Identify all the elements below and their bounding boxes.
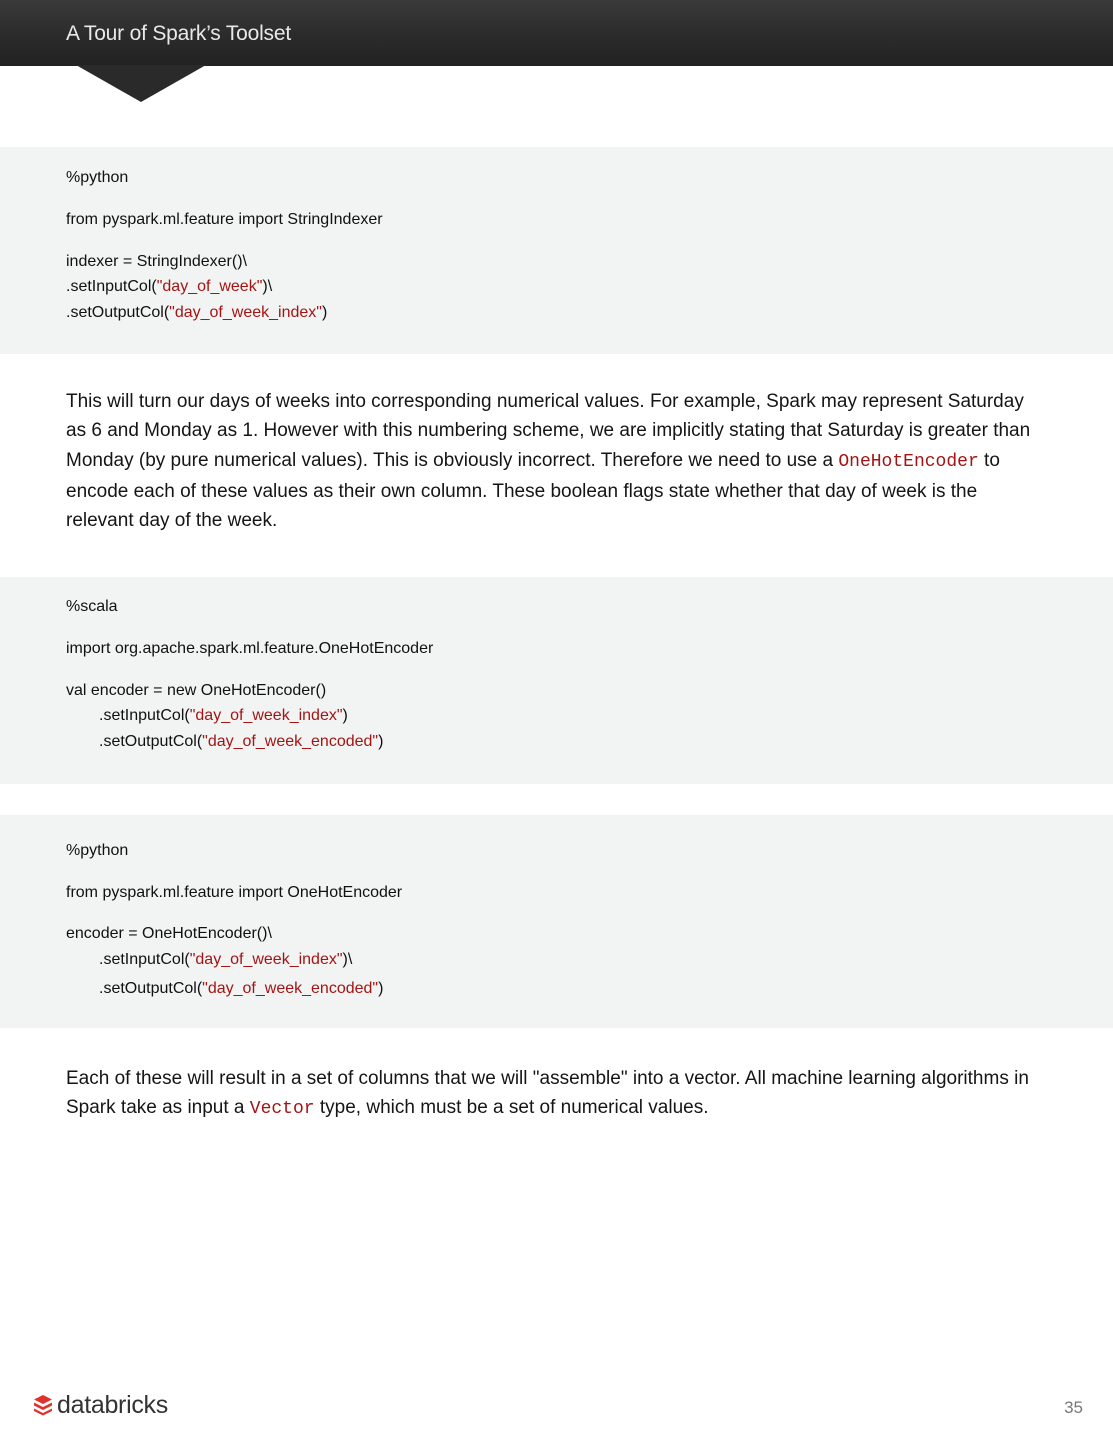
- code-line-1: val encoder = new OneHotEncoder(): [66, 682, 327, 699]
- code-text: .setInputCol(: [99, 951, 190, 968]
- code-line-3: [66, 303, 327, 323]
- inline-code-onehotencoder: OneHotEncoder: [838, 451, 979, 472]
- header-tab-decoration: [76, 65, 206, 102]
- code-import-line: import org.apache.spark.ml.feature.OneHotEncoder: [66, 640, 434, 657]
- code-line-3: [99, 979, 383, 999]
- code-lang-tag: %scala: [66, 598, 118, 615]
- chapter-title: A Tour of Spark’s Toolset: [66, 22, 291, 45]
- databricks-stack-icon: [33, 1394, 53, 1416]
- code-import-line: from pyspark.ml.feature import OneHotEncoder: [66, 884, 403, 901]
- code-text: .setInputCol(: [66, 278, 157, 295]
- code-string: "day_of_week_index": [169, 304, 322, 321]
- code-text: ): [342, 707, 348, 724]
- page-header-banner: [0, 0, 1113, 66]
- code-line-1: indexer = StringIndexer()\: [66, 253, 247, 270]
- code-text: .setOutputCol(: [66, 304, 170, 321]
- code-string: "day_of_week": [156, 278, 263, 295]
- code-text: )\: [262, 278, 273, 295]
- code-line-2: [99, 706, 348, 726]
- paragraph-text: to encode each of these values as their own column. These boolean flags state whether that day of week is the relevant day of the week.: [66, 449, 1000, 532]
- code-string: "day_of_week_index": [189, 707, 343, 724]
- code-text: ): [378, 980, 384, 997]
- code-text: ): [321, 304, 328, 321]
- code-text: ): [378, 733, 384, 750]
- code-text: )\: [342, 951, 353, 968]
- code-string: "day_of_week_encoded": [202, 733, 379, 750]
- code-line-3: [99, 732, 383, 752]
- code-text: .setInputCol(: [99, 707, 190, 724]
- inline-code-vector: Vector: [249, 1099, 315, 1120]
- paragraph-text: type, which must be a set of numerical values.: [314, 1097, 709, 1119]
- code-lang-tag: %python: [66, 842, 129, 859]
- body-paragraph-vector: [66, 1064, 1036, 1125]
- body-paragraph-onehot: [66, 387, 1036, 535]
- code-line-2: [99, 950, 352, 970]
- code-text: .setOutputCol(: [99, 733, 203, 750]
- page-number: 35: [1064, 1398, 1083, 1417]
- code-string: "day_of_week_encoded": [202, 980, 379, 997]
- code-string: "day_of_week_index": [189, 951, 343, 968]
- code-line-1: encoder = OneHotEncoder()\: [66, 925, 272, 942]
- paragraph-text: This will turn our days of weeks into corresponding numerical values. For example, Spark may represent Saturday as 6 and Monday as 1. However with this numbering scheme, we are implicitly stating that Saturday is greater than Monday (by pure numerical values). This is obviously incorrect. Therefore we need to use a: [66, 391, 1031, 471]
- code-line-2: [66, 277, 272, 297]
- databricks-logo: [33, 1390, 168, 1420]
- logo-wordmark: databricks: [57, 1390, 168, 1419]
- code-lang-tag: %python: [66, 169, 129, 186]
- code-import-line: from pyspark.ml.feature import StringIndexer: [66, 211, 383, 228]
- code-text: .setOutputCol(: [99, 980, 203, 997]
- paragraph-text: Each of these will result in a set of columns that we will "assemble" into a vector. All machine learning algorithms in Spark take as input a: [66, 1068, 1029, 1119]
